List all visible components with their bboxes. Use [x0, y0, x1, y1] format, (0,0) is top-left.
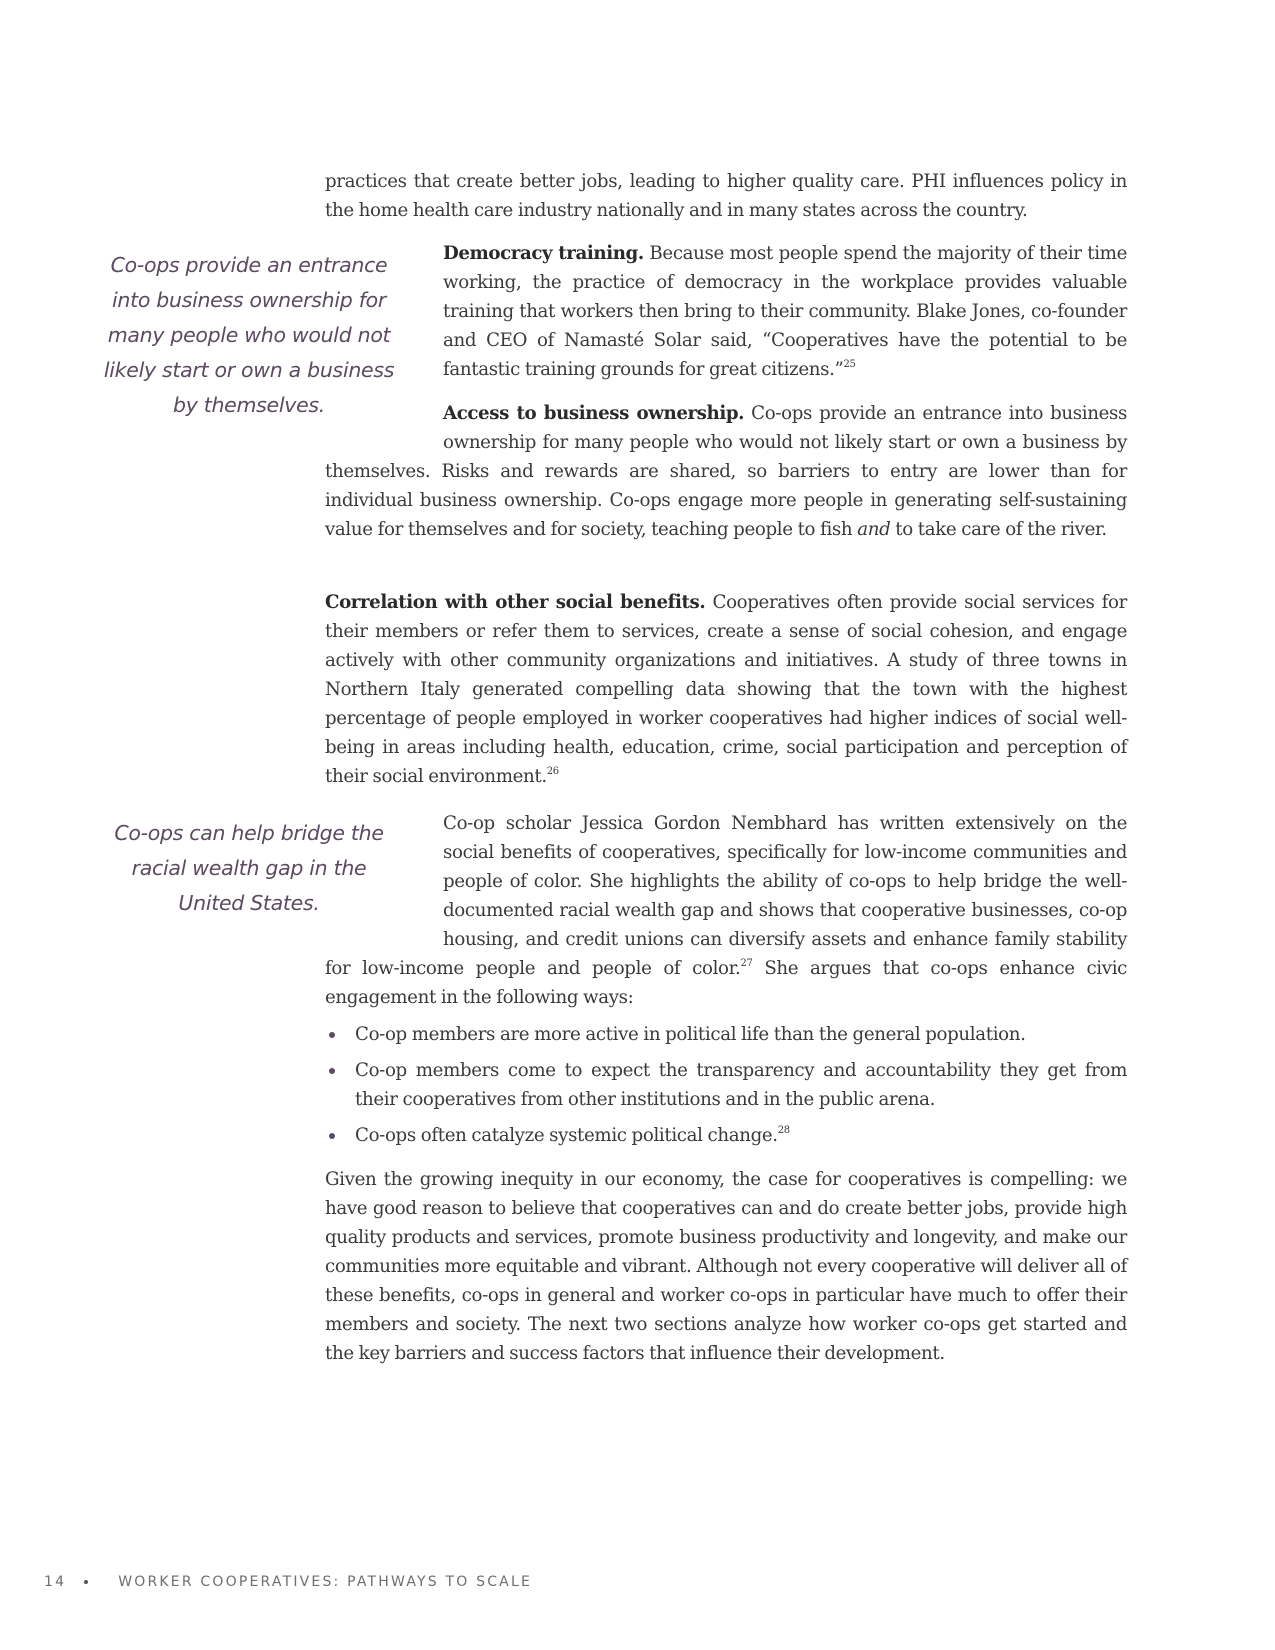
bullet-icon — [329, 1032, 335, 1038]
access-ownership-paragraph — [325, 399, 1127, 544]
pull-quote-racial-wealth-gap: Co-ops can help bridge the racial wealth gap in the United States. — [114, 821, 384, 915]
intro-paragraph: practices that create better jobs, leading to higher quality care. PHI influences policy in the home health care industry nationally and in many states across the country. — [325, 171, 1127, 221]
footnote-ref: 26 — [546, 766, 559, 777]
emphasis-text: and — [857, 519, 891, 540]
nembhard-paragraph — [325, 809, 1127, 1012]
list-item — [325, 1121, 1127, 1150]
page-footer — [44, 1574, 532, 1590]
access-ownership-heading: Access to business ownership. — [443, 403, 745, 424]
access-ownership-text-end: to take care of the river. — [890, 519, 1107, 540]
list-item-text: Co-op members are more active in political life than the general population. — [355, 1024, 1026, 1045]
list-item-text: Co-ops often catalyze systemic political change. — [355, 1125, 778, 1146]
correlation-paragraph — [325, 588, 1127, 791]
indent-spacer — [325, 809, 443, 954]
pull-quote-business-ownership: Co-ops provide an entrance into business ownership for many people who would not likely start or own a business by themselves. — [103, 253, 395, 417]
list-item-text: Co-op members come to expect the transparency and accountability they get from their cooperatives from other institutions and in the public arena. — [355, 1060, 1127, 1110]
bullet-icon — [329, 1068, 335, 1074]
nembhard-text-end: She argues that co-ops enhance civic engagement in the following ways: — [325, 958, 1127, 1008]
conclusion-paragraph: Given the growing inequity in our economy, the case for cooperatives is compelling: we have good reason to believe that cooperatives can and do create better jobs, provide high quality products and services, promote business productivity and longevity, and make our communities more equitable and vibrant. Although not every cooperative will deliver all of these benefits, co-ops in general and worker co-ops in particular have much to offer their members and society. The next two sections analyze how worker co-ops get started and the key barriers and success factors that influence their development. — [325, 1169, 1127, 1364]
bullet-icon — [329, 1133, 335, 1139]
democracy-training-text: Because most people spend the majority of their time working, the practice of democracy in the workplace provides valuable training that workers then bring to their community. Blake Jones, co-founder and CEO of Namasté Solar said, “Cooperatives have the potential to be fantastic training grounds for great citizens.” — [443, 243, 1127, 380]
footnote-ref: 25 — [843, 359, 856, 370]
indent-spacer — [325, 399, 443, 457]
democracy-training-heading: Democracy training. — [443, 243, 644, 264]
publication-title: WORKER COOPERATIVES: PATHWAYS TO SCALE — [118, 1574, 533, 1590]
list-item — [325, 1020, 1127, 1049]
nembhard-text: Co-op scholar Jessica Gordon Nembhard has written extensively on the social benefits of cooperatives, specifically for low-income communities and people of color. She highlights the ability of co-ops to help bridge the well-documented racial wealth gap and shows that cooperative businesses, co-op housing, and credit unions can diversify assets and enhance family stability for low-income people and people of color. — [325, 813, 1127, 979]
page-number: 14 — [44, 1574, 67, 1590]
correlation-heading: Correlation with other social benefits. — [325, 592, 706, 613]
access-ownership-text: Co-ops provide an entrance into business ownership for many people who would not likely start or own a business by themselves. Risks and rewards are shared, so barriers to entry are lower than for individual business ownership. Co-ops engage more people in generating self-sustaining value for themselves and for society, teaching people to fish — [325, 403, 1127, 540]
list-item — [325, 1056, 1127, 1114]
separator-dot-icon — [84, 1580, 88, 1584]
footnote-ref: 28 — [777, 1125, 790, 1136]
democracy-training-paragraph — [443, 239, 1127, 384]
civic-engagement-list — [325, 1020, 1127, 1157]
correlation-text: Cooperatives often provide social services for their members or refer them to services, create a sense of social cohesion, and engage actively with other community organizations and initiatives. A study of three towns in Northern Italy generated compelling data showing that the town with the highest percentage of people employed in worker cooperatives had higher indices of social well-being in areas including health, education, crime, social participation and perception of their social environment. — [325, 592, 1127, 787]
footnote-ref: 27 — [740, 958, 753, 969]
